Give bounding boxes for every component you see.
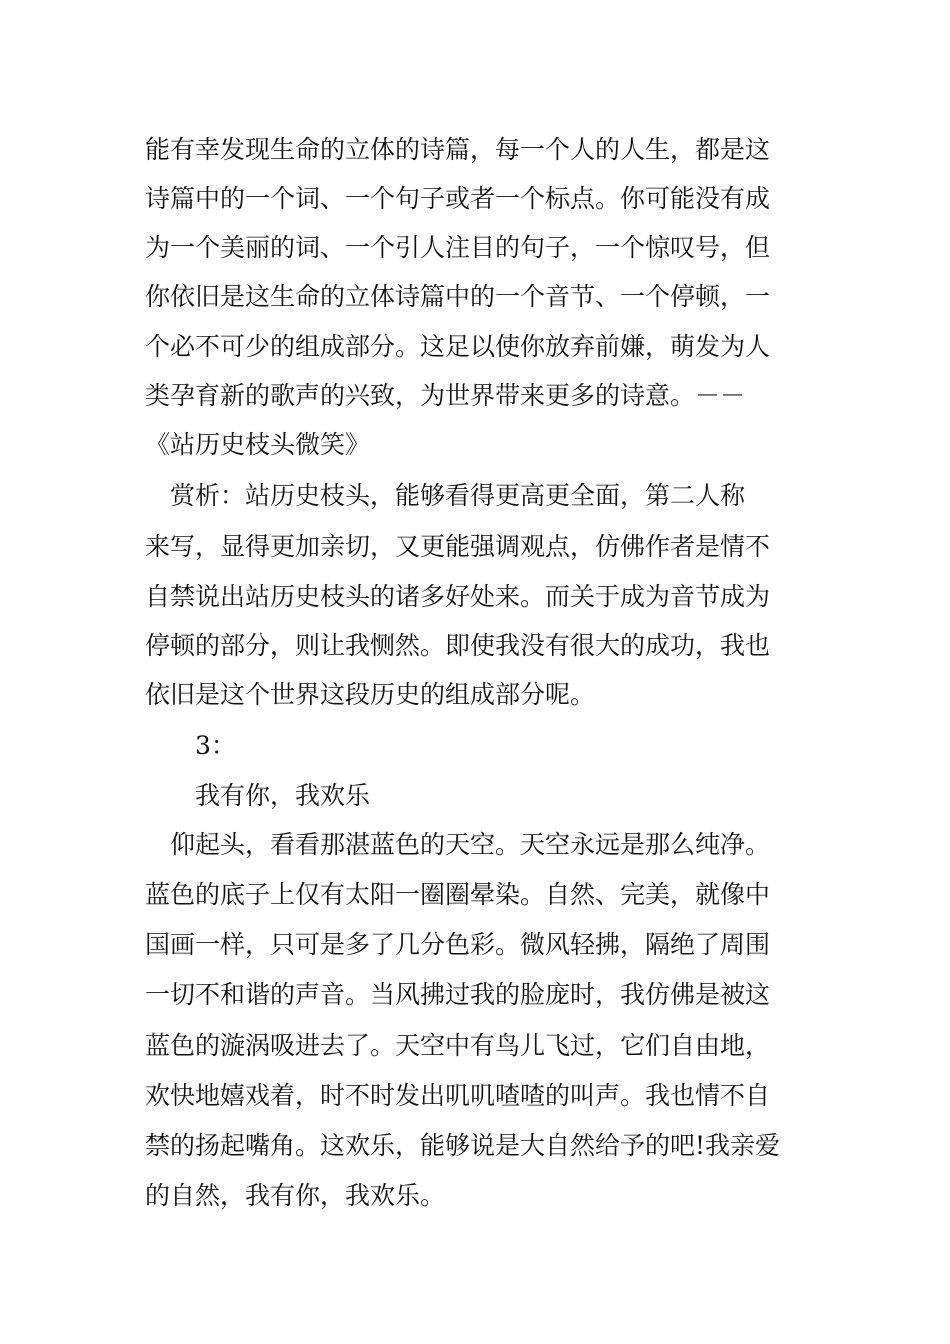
text-line: 的自然，我有你，我欢乐。 (145, 1181, 446, 1210)
text-line: 诗篇中的一个词、一个句子或者一个标点。你可能没有成 (145, 184, 771, 213)
text-line: 个必不可少的组成部分。这足以使你放弃前嫌，萌发为人 (145, 332, 771, 361)
text-line: 为一个美丽的词、一个引人注目的句子，一个惊叹号，但 (145, 233, 771, 262)
text-line: 蓝色的底子上仅有太阳一圈圈晕染。自然、完美，就像中 (145, 880, 771, 909)
citation-title: 《站历史枝头微笑》 (145, 430, 371, 459)
text-line: 停顿的部分，则让我恻然。即使我没有很大的成功，我也 (145, 631, 771, 660)
text-line: 禁的扬起嘴角。这欢乐，能够说是大自然给予的吧!我亲爱 (145, 1131, 781, 1160)
text-line: 类孕育新的歌声的兴致，为世界带来更多的诗意。－－ (145, 381, 746, 410)
section-title: 我有你，我欢乐 (145, 781, 371, 810)
section-number: 3： (145, 731, 236, 760)
essay-paragraph-start: 仰起头，看看那湛蓝色的天空。天空永远是那么纯净。 (145, 830, 771, 859)
analysis-paragraph-start: 赏析：站历史枝头，能够看得更高更全面，第二人称 (145, 481, 746, 510)
text-line: 国画一样，只可是多了几分色彩。微风轻拂，隔绝了周围 (145, 930, 771, 959)
text-line: 你依旧是这生命的立体诗篇中的一个音节、一个停顿，一 (145, 282, 771, 311)
text-line: 自禁说出站历史枝头的诸多好处来。而关于成为音节成为 (145, 582, 771, 611)
text-line: 能有幸发现生命的立体的诗篇，每一个人的人生，都是这 (145, 135, 771, 164)
text-line: 来写，显得更加亲切，又更能强调观点，仿佛作者是情不 (145, 532, 771, 561)
text-line: 蓝色的漩涡吸进去了。天空中有鸟儿飞过，它们自由地， (145, 1031, 771, 1060)
text-line: 欢快地嬉戏着，时不时发出叽叽喳喳的叫声。我也情不自 (145, 1081, 771, 1110)
text-line: 一切不和谐的声音。当风拂过我的脸庞时，我仿佛是被这 (145, 980, 771, 1009)
text-line: 依旧是这个世界这段历史的组成部分呢。 (145, 680, 596, 709)
